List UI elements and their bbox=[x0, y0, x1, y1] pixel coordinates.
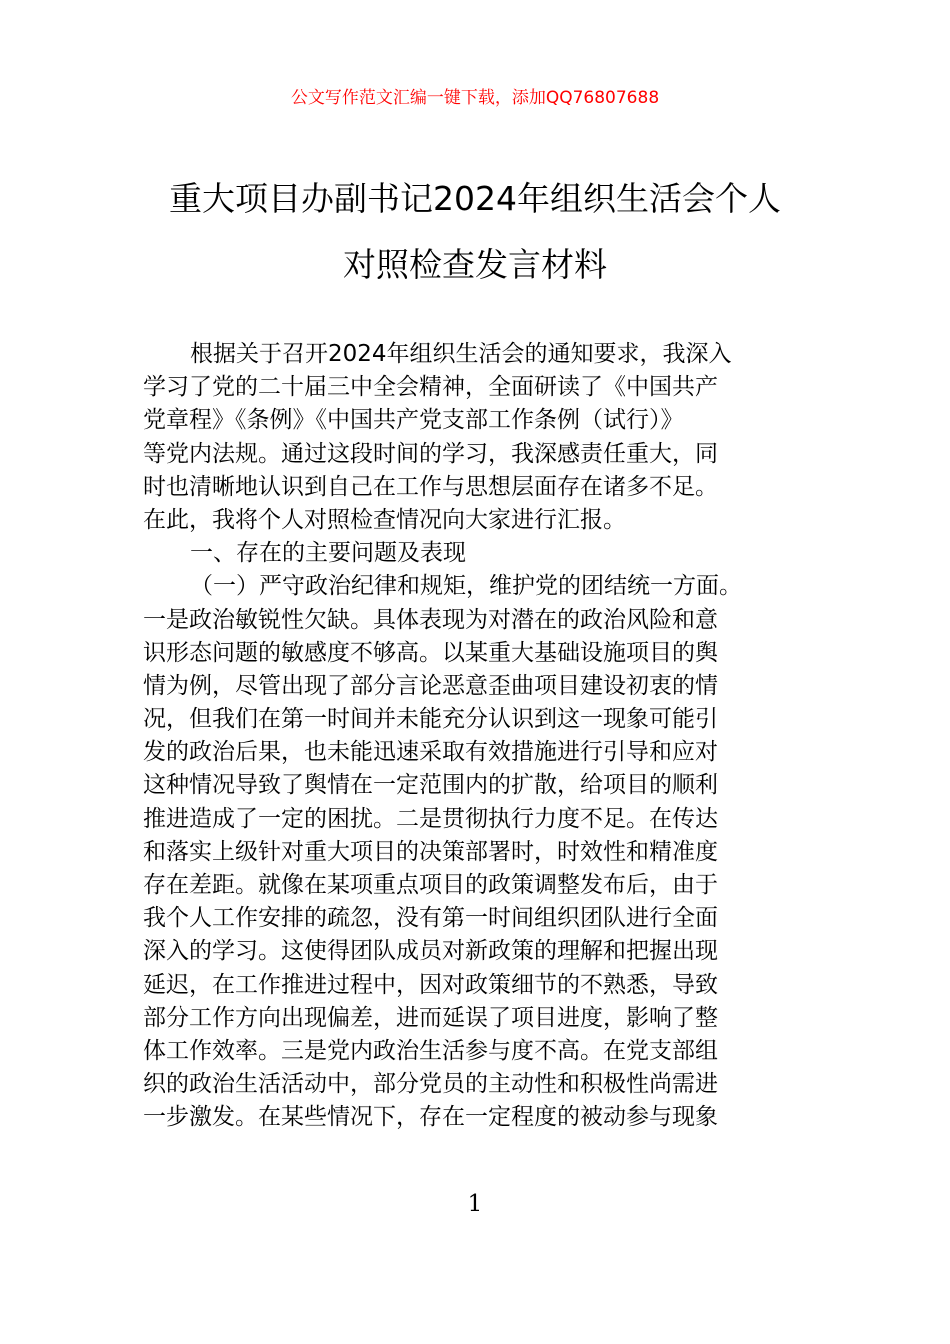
body-line: 在此，我将个人对照检查情况向大家进行汇报。 bbox=[143, 506, 626, 533]
body-line: 我个人工作安排的疏忽，没有第一时间组织团队进行全面 bbox=[143, 905, 718, 932]
document-title bbox=[100, 166, 850, 298]
body-line: 这种情况导致了舆情在一定范围内的扩散，给项目的顺利 bbox=[143, 772, 718, 799]
body-line: 等党内法规。通过这段时间的学习，我深感责任重大，同 bbox=[143, 440, 718, 467]
body-line: 深入的学习。这使得团队成员对新政策的理解和把握出现 bbox=[143, 938, 718, 965]
body-line: 时也清晰地认识到自己在工作与思想层面存在诸多不足。 bbox=[143, 473, 718, 500]
body-line: 学习了党的二十届三中全会精神，全面研读了《中国共产 bbox=[143, 374, 718, 401]
page-number: 1 bbox=[467, 1191, 483, 1217]
subsection-heading: （一）严守政治纪律和规矩，维护党的团结统一方面。 bbox=[190, 573, 742, 600]
body-line: 根据关于召开2024年组织生活会的通知要求，我深入 bbox=[190, 341, 732, 367]
body-line: 体工作效率。三是党内政治生活参与度不高。在党支部组 bbox=[143, 1037, 718, 1064]
body-line: 推进造成了一定的困扰。二是贯彻执行力度不足。在传达 bbox=[143, 805, 718, 832]
body-line: 延迟，在工作推进过程中，因对政策细节的不熟悉，导致 bbox=[143, 971, 718, 998]
document-body bbox=[143, 338, 812, 1135]
body-line: 织的政治生活活动中，部分党员的主动性和积极性尚需进 bbox=[143, 1071, 718, 1098]
download-banner: 公文写作范文汇编一键下载，添加QQ76807688 bbox=[290, 88, 660, 108]
body-line: 一是政治敏锐性欠缺。具体表现为对潜在的政治风险和意 bbox=[143, 606, 718, 633]
body-line: 和落实上级针对重大项目的决策部署时，时效性和精准度 bbox=[143, 838, 718, 865]
body-line: 况，但我们在第一时间并未能充分认识到这一现象可能引 bbox=[143, 706, 718, 733]
body-line: 发的政治后果，也未能迅速采取有效措施进行引导和应对 bbox=[143, 739, 718, 766]
body-line: 一步激发。在某些情况下，存在一定程度的被动参与现象 bbox=[143, 1104, 718, 1131]
title-line-2: 对照检查发言材料 bbox=[343, 245, 607, 284]
body-line: 识形态问题的敏感度不够高。以某重大基础设施项目的舆 bbox=[143, 639, 718, 666]
body-line: 党章程》《条例》《中国共产党支部工作条例（试行）》 bbox=[143, 407, 684, 434]
body-line: 存在差距。就像在某项重点项目的政策调整发布后，由于 bbox=[143, 872, 718, 898]
body-line: 情为例，尽管出现了部分言论恶意歪曲项目建设初衷的情 bbox=[143, 672, 718, 699]
body-line: 部分工作方向出现偏差，进而延误了项目进度，影响了整 bbox=[143, 1004, 718, 1031]
section-heading: 一、存在的主要问题及表现 bbox=[190, 540, 466, 567]
title-line-1: 重大项目办副书记2024年组织生活会个人 bbox=[169, 179, 781, 218]
